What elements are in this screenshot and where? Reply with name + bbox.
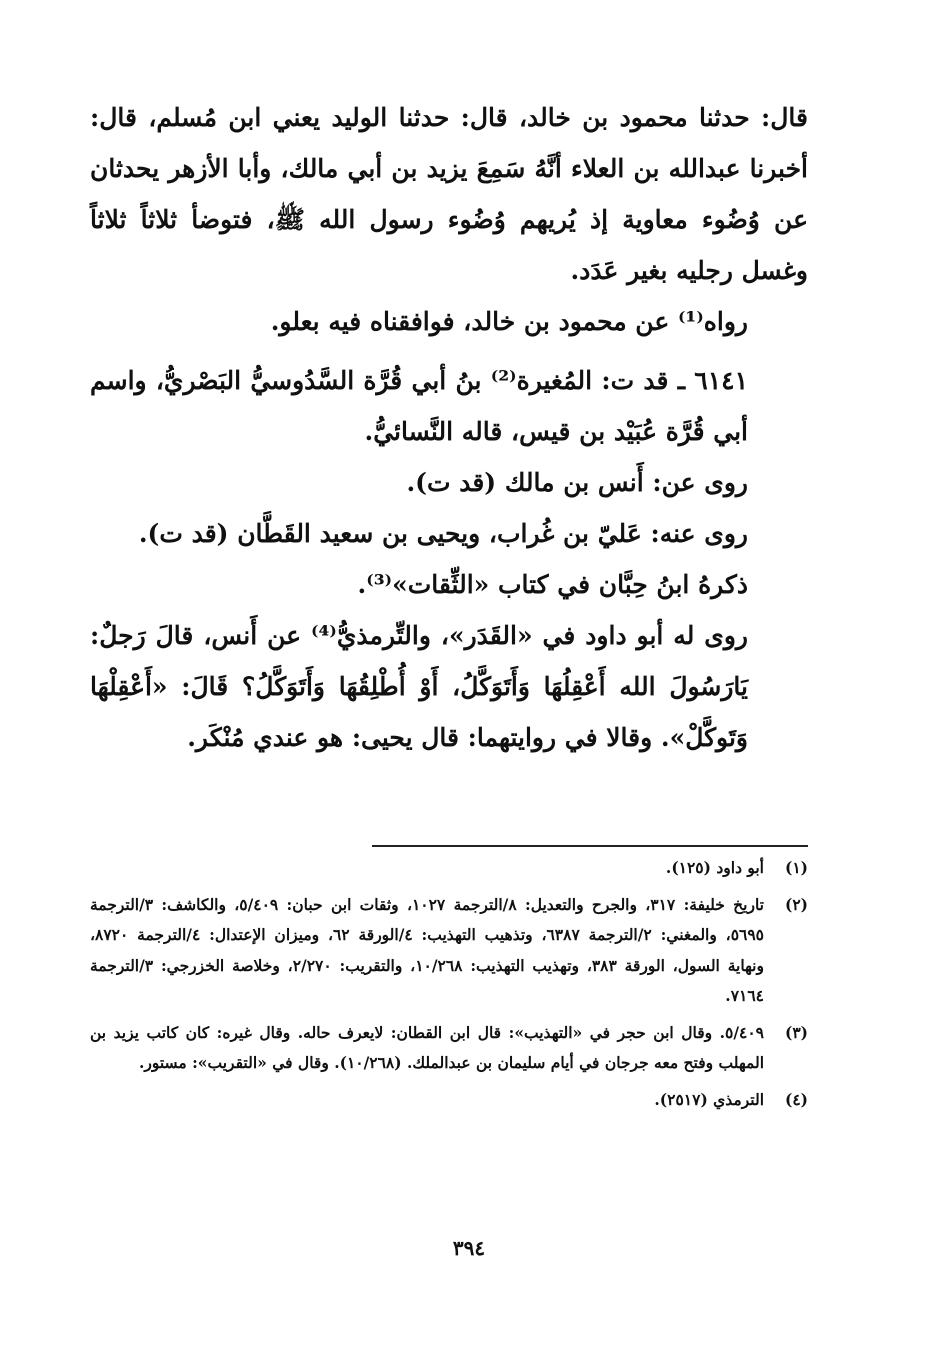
main-text (90, 92, 808, 763)
rawa-an-label: روى عن: (652, 468, 748, 497)
footnote-text: تاريخ خليفة: ٣١٧، والجرح والتعديل: ٨/الترجمة ١٠٢٧، وثقات ابن حبان: ٥/٤٠٩، والكاشف: ٣/الترجمة ٥٦٩٥، والمغني: ٢/الترجمة ٦٣٨٧، وتذهيب التهذيب: ٤/الورقة ٦٢، وميزان الإعتدال: ٤/الترجمة ٨٧٢٠، ونهاية السول، الورقة ٣٨٣، وتهذيب التهذيب: ١٠/٢٦٨، والتقريب: ٢/٢٧٠، وخلاصة الخزرجي: ٣/الترجمة ٧١٦٤. (90, 894, 764, 1005)
footnote-item (90, 853, 808, 884)
rawa-anhu-text: عَليّ بن غُراب، ويحيى بن سعيد القَطَّان (قد ت). (138, 519, 642, 548)
footnote-text: أبو داود (١٢٥). (665, 858, 764, 877)
rawa-an-line (90, 457, 808, 508)
paragraph-thiqat: ذكرهُ ابنُ حِبَّان في كتاب «الثِّقات»⁽³⁾. (357, 570, 748, 599)
footnote-item (90, 890, 808, 1012)
rawa-an-text: أَنس بن مالك (قد ت). (406, 468, 644, 497)
paragraph-tirmidhi: روى له أبو داود في «القَدَر»، والتِّرمذيُّ⁽⁴⁾ عن أَنس، قالَ رَجلٌ: يَارَسُولَ الله أَعْقِلُهَا وَأَتَوَكَّلُ، أَوْ أُطْلِقُهَا وَأَتَوَكَّلُ؟ قَالَ: «أَعْقِلْهَا وَتَوكَّلْ». وقالا في روايتهما: قال يحيى: هو عندي مُنْكَر. (90, 621, 748, 752)
footnotes (90, 853, 808, 1115)
paragraph-hadith-chain: قال: حدثنا محمود بن خالد، قال: حدثنا الوليد يعني ابن مُسلم، قال: أخبرنا عبدالله بن العلاء أنَّهُ سَمِعَ يزيد بن أبي مالك، وأبا الأزهر يحدثان عن وُضُوء معاوية إذ يُريهم وُضُوء رسول الله ﷺ، فتوضأ ثلاثاً ثلاثاً وغسل رجليه بغير عَدَد. (90, 103, 808, 285)
rawa-anhu-line (90, 508, 808, 559)
page-number: ٣٩٤ (452, 1236, 486, 1260)
footnote-number: (٢) (784, 894, 808, 914)
footnote-item (90, 1018, 808, 1079)
footnote-text: الترمذي (٢٥١٧). (654, 1089, 764, 1109)
entry-heading: ٦١٤١ ـ قد ت: المُغيرة⁽²⁾ بنُ أبي قُرَّة السَّدُوسيُّ البَصْريُّ، واسم أبي قُرَّة عُبَيْد بن قيس، قاله النَّسائيُّ. (90, 366, 748, 446)
footnote-number: (٤) (784, 1089, 808, 1109)
footnote-text: ٥/٤٠٩. وقال ابن حجر في «التهذيب»: قال ابن القطان: لايعرف حاله. وقال غيره: كان كاتب يزيد بن المهلب وفتح معه جرجان في أيام سليمان بن عبدالملك. (١٠/٢٦٨). وقال في «التقريب»: مستور. (90, 1022, 764, 1072)
footnote-number: (١) (784, 858, 808, 877)
footnote-item (90, 1085, 808, 1116)
paragraph-riwayah: رواه⁽¹⁾ عن محمود بن خالد، فوافقناه فيه بعلو. (270, 307, 748, 336)
footnote-divider (372, 845, 808, 847)
footnote-number: (٣) (784, 1022, 808, 1042)
rawa-anhu-label: روى عنه: (650, 519, 748, 548)
